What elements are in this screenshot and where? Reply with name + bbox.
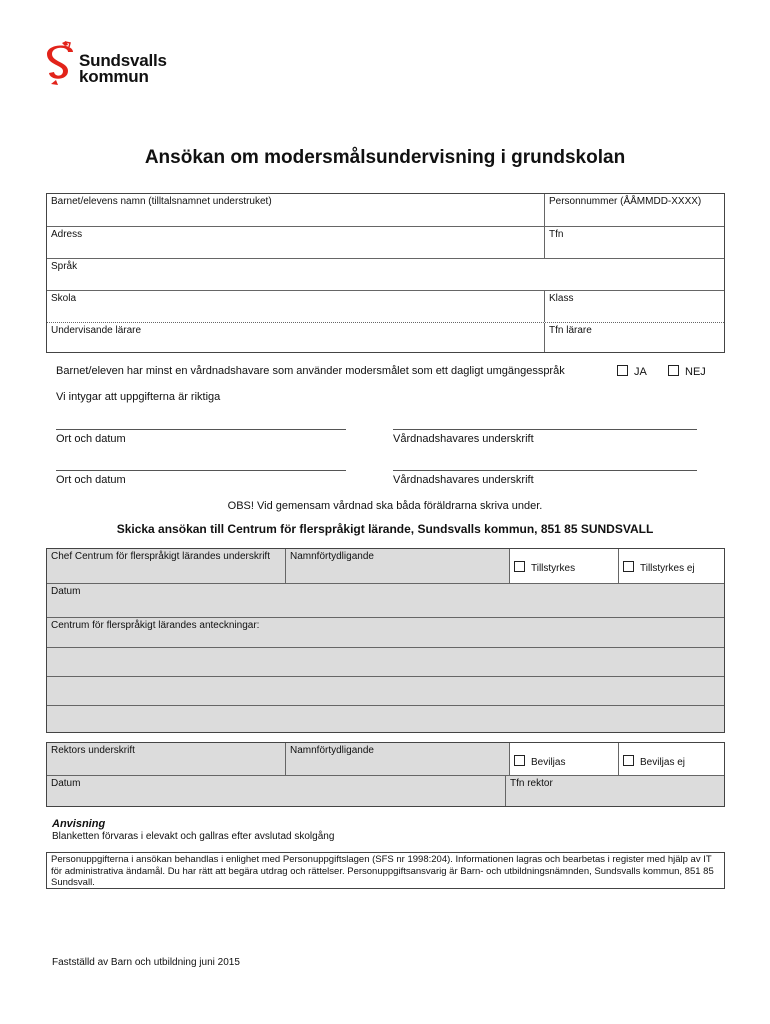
- principal-phone-label: Tfn rektor: [510, 778, 553, 789]
- granted-option[interactable]: [509, 743, 618, 775]
- logo-line-2: kommun: [79, 67, 149, 86]
- send-to-address: Skicka ansökan till Centrum för flerspråkigt lärande, Sundsvalls kommun, 851 85 SUNDSVALL: [116, 522, 654, 536]
- instructions-heading: Anvisning: [52, 818, 106, 830]
- page-title: Ansökan om modersmålsundervisning i grundskolan: [144, 147, 626, 168]
- language-label: Språk: [51, 261, 78, 272]
- class-label: Klass: [549, 293, 574, 304]
- reject-checkbox[interactable]: [623, 561, 634, 572]
- principal-signature-label: Rektors underskrift: [51, 745, 135, 756]
- principal-name-label: Namnförtydligande: [290, 745, 374, 756]
- language-field[interactable]: [47, 259, 724, 290]
- denied-label: Beviljas ej: [640, 757, 686, 768]
- notes-line-1[interactable]: [47, 648, 724, 676]
- place-date-line-1[interactable]: [56, 429, 346, 430]
- approve-checkbox[interactable]: [514, 561, 525, 572]
- gdpr-box: [46, 852, 725, 889]
- center-notes-label: Centrum för flerspråkigt lärandes anteckningar:: [51, 620, 260, 631]
- place-date-label-1: Ort och datum: [56, 433, 126, 445]
- obs-note: OBS! Vid gemensam vårdnad ska båda föräldrarna skriva under.: [227, 500, 543, 512]
- signature-label-1: Vårdnadshavares underskrift: [393, 433, 534, 445]
- reject-label: Tillstyrkes ej: [640, 563, 695, 574]
- teacher-field[interactable]: [47, 323, 544, 352]
- principal-phone-field[interactable]: [505, 776, 724, 806]
- personal-number-field[interactable]: [544, 194, 724, 226]
- chief-signature-label: Chef Centrum för flerspråkigt lärandes underskrift: [51, 551, 270, 562]
- principal-date-label: Datum: [51, 778, 81, 789]
- chief-signature-field[interactable]: [47, 549, 285, 583]
- dragon-logo-icon: [46, 40, 76, 90]
- footer-note: Fastställd av Barn och utbildning juni 2015: [52, 957, 240, 968]
- personal-number-label: Personnummer (ÅÅMMDD-XXXX): [549, 196, 702, 207]
- reject-option[interactable]: [618, 549, 724, 583]
- approve-label: Tillstyrkes: [531, 563, 576, 574]
- gdpr-text: Personuppgifterna i ansökan behandlas i enlighet med Personuppgiftslagen (SFS nr 1998:204). Informationen lagras och bearbetas i register med hjälp av IT för administrativa ändamål. Du har rätt att begära utdrag och rättelser. Personuppgiftsansvarig är Barn- och utbildningsnämnden, Sundsvalls kommun, 851 85 Sundsvall.: [51, 854, 714, 888]
- granted-checkbox[interactable]: [514, 755, 525, 766]
- logo-line-1: Sundsvalls: [79, 51, 167, 70]
- center-date-label: Datum: [51, 586, 81, 597]
- notes-line-2[interactable]: [47, 677, 724, 705]
- instructions-text: Blanketten förvaras i elevakt och gallras efter avslutad skolgång: [52, 831, 335, 842]
- signature-label-2: Vårdnadshavares underskrift: [393, 474, 534, 486]
- center-table: [46, 548, 725, 733]
- notes-line-3[interactable]: [47, 706, 724, 732]
- yes-checkbox[interactable]: [617, 365, 628, 376]
- granted-label: Beviljas: [531, 757, 566, 768]
- principal-date-field[interactable]: [47, 776, 505, 806]
- principal-signature-field[interactable]: [47, 743, 285, 775]
- phone-field[interactable]: [544, 227, 724, 258]
- class-field[interactable]: [544, 291, 724, 322]
- teacher-phone-label: Tfn lärare: [549, 325, 592, 336]
- address-label: Adress: [51, 229, 83, 240]
- principal-table: [46, 742, 725, 807]
- teacher-label: Undervisande lärare: [51, 325, 142, 336]
- no-checkbox[interactable]: [668, 365, 679, 376]
- child-name-label: Barnet/elevens namn (tilltalsnamnet understruket): [51, 196, 272, 207]
- school-field[interactable]: [47, 291, 544, 322]
- no-option[interactable]: [668, 365, 706, 378]
- denied-checkbox[interactable]: [623, 755, 634, 766]
- center-date-field[interactable]: [47, 584, 724, 617]
- center-notes-field[interactable]: [47, 618, 724, 647]
- yes-label: JA: [634, 366, 647, 378]
- signature-line-1[interactable]: [393, 429, 697, 430]
- signature-line-2[interactable]: [393, 470, 697, 471]
- principal-name-field[interactable]: [285, 743, 509, 775]
- chief-name-field[interactable]: [285, 549, 509, 583]
- place-date-line-2[interactable]: [56, 470, 346, 471]
- sundsvalls-kommun-logo: [46, 40, 196, 90]
- certify-text: Vi intygar att uppgifterna är riktiga: [56, 391, 221, 403]
- school-label: Skola: [51, 293, 77, 304]
- child-name-field[interactable]: [47, 194, 544, 226]
- address-field[interactable]: [47, 227, 544, 258]
- teacher-phone-field[interactable]: [544, 323, 724, 352]
- phone-label: Tfn: [549, 229, 564, 240]
- applicant-table: [46, 193, 725, 353]
- guardian-question: Barnet/eleven har minst en vårdnadshavare som använder modersmålet som ett dagligt umgängesspråk: [56, 365, 565, 377]
- yes-option[interactable]: [617, 365, 647, 378]
- denied-option[interactable]: [618, 743, 724, 775]
- no-label: NEJ: [685, 366, 706, 378]
- approve-option[interactable]: [509, 549, 618, 583]
- chief-name-label: Namnförtydligande: [290, 551, 374, 562]
- place-date-label-2: Ort och datum: [56, 474, 126, 486]
